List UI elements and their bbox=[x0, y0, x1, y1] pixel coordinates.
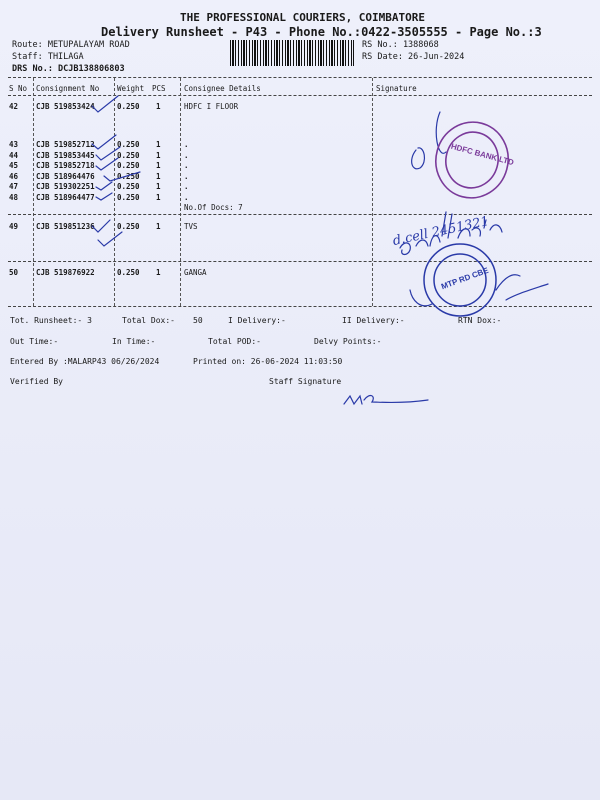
row-sno: 42 bbox=[9, 102, 19, 111]
col-header-sno: S No bbox=[9, 84, 28, 93]
row-consignment: CJB 518964476 bbox=[36, 172, 95, 181]
row-pcs: 1 bbox=[156, 182, 161, 191]
drs-number: DRS No.: DCJB138806803 bbox=[12, 64, 125, 74]
row-weight: 0.250 bbox=[117, 102, 140, 111]
row-weight: 0.250 bbox=[117, 161, 140, 170]
row-consignment: CJB 519852712 bbox=[36, 140, 95, 149]
row-weight: 0.250 bbox=[117, 172, 140, 181]
row-sno: 49 bbox=[9, 222, 19, 231]
verified-by: Verified By bbox=[10, 377, 63, 386]
total-dox-label: Total Dox:- bbox=[122, 316, 175, 325]
staff-label: Staff: THILAGA bbox=[12, 52, 84, 62]
row-pcs: 1 bbox=[156, 193, 161, 202]
row-weight: 0.250 bbox=[117, 182, 140, 191]
row-pcs: 1 bbox=[156, 172, 161, 181]
out-time: Out Time:- bbox=[10, 337, 59, 346]
row-pcs: 1 bbox=[156, 140, 161, 149]
in-time: In Time:- bbox=[112, 337, 156, 346]
row-consignee: . bbox=[184, 182, 189, 191]
staff-signature-label: Staff Signature bbox=[269, 377, 342, 386]
row-consignment: CJB 519853445 bbox=[36, 151, 95, 160]
store-stamp-text: MTP RD CBE bbox=[439, 265, 490, 292]
row-weight: 0.250 bbox=[117, 222, 140, 231]
row-consignee: . bbox=[184, 140, 189, 149]
row-consignment: CJB 519851236 bbox=[36, 222, 95, 231]
entered-by: Entered By :MALARP43 06/26/2024 bbox=[10, 357, 160, 366]
checkmark-icon bbox=[96, 147, 120, 160]
row-consignment: CJB 518964477 bbox=[36, 193, 95, 202]
rs-number: RS No.: 1388068 bbox=[362, 40, 439, 50]
checkmark-icon bbox=[96, 182, 112, 190]
tot-runsheet: Tot. Runsheet:- 3 bbox=[10, 316, 92, 325]
checkmark-icon bbox=[104, 172, 140, 181]
printed-on: Printed on: 26-06-2024 11:03:50 bbox=[193, 357, 343, 366]
row-weight: 0.250 bbox=[117, 193, 140, 202]
row-consignment: CJB 519853424 bbox=[36, 102, 95, 111]
col-header-signature: Signature bbox=[376, 84, 417, 93]
hdfc-stamp-text: HDFC BANK LTD bbox=[449, 141, 515, 168]
signature-scribble bbox=[344, 396, 428, 404]
row-sno: 45 bbox=[9, 161, 19, 170]
row-sno: 47 bbox=[9, 182, 19, 191]
checkmark-icon bbox=[92, 220, 110, 232]
row-consignee: . bbox=[184, 193, 189, 202]
row-sno: 50 bbox=[9, 268, 19, 277]
i-delivery: I Delivery:- bbox=[228, 316, 286, 325]
row-pcs: 1 bbox=[156, 102, 161, 111]
row-consignee: HDFC I FLOOR bbox=[184, 102, 239, 111]
checkmark-icon bbox=[96, 158, 118, 170]
row-pcs: 1 bbox=[156, 161, 161, 170]
row-sno: 48 bbox=[9, 193, 19, 202]
ii-delivery: II Delivery:- bbox=[342, 316, 405, 325]
handwritten-note: d.cell 2451321 bbox=[391, 213, 491, 250]
checkmark-icon bbox=[96, 193, 112, 200]
rs-date: RS Date: 26-Jun-2024 bbox=[362, 52, 465, 62]
row-weight: 0.250 bbox=[117, 151, 140, 160]
row-pcs: 1 bbox=[156, 222, 161, 231]
total-dox-value: 50 bbox=[193, 316, 203, 325]
no-of-docs: No.Of Docs: 7 bbox=[184, 203, 243, 212]
runsheet-title: Delivery Runsheet - P43 - Phone No.:0422-3505555 - Page No.:3 bbox=[101, 25, 542, 39]
row-sno: 46 bbox=[9, 172, 19, 181]
col-header-consignment: Consignment No bbox=[36, 84, 100, 93]
row-pcs: 1 bbox=[156, 151, 161, 160]
row-weight: 0.250 bbox=[117, 268, 140, 277]
row-consignee: . bbox=[184, 151, 189, 160]
checkmark-icon bbox=[92, 135, 116, 149]
row-sno: 44 bbox=[9, 151, 19, 160]
row-consignment: CJB 519302251 bbox=[36, 182, 95, 191]
row-consignee: GANGA bbox=[184, 268, 207, 277]
delvy-points: Delvy Points:- bbox=[314, 337, 382, 346]
total-pod: Total POD:- bbox=[208, 337, 261, 346]
col-header-weight: Weight bbox=[117, 84, 145, 93]
route-label: Route: METUPALAYAM ROAD bbox=[12, 40, 130, 50]
row-pcs: 1 bbox=[156, 268, 161, 277]
checkmark-icon bbox=[98, 232, 122, 246]
company-title: THE PROFESSIONAL COURIERS, COIMBATORE bbox=[180, 11, 426, 24]
row-weight: 0.250 bbox=[117, 140, 140, 149]
checkmark-icon bbox=[92, 96, 118, 112]
row-consignee: . bbox=[184, 172, 189, 181]
col-header-pcs: PCS bbox=[152, 84, 166, 93]
col-header-consignee: Consignee Details bbox=[184, 84, 261, 93]
rtn-dox: RTN Dox:- bbox=[458, 316, 502, 325]
signature-scribble bbox=[496, 275, 548, 300]
row-consignee: TVS bbox=[184, 222, 198, 231]
row-consignee: . bbox=[184, 161, 189, 170]
signature-scribble bbox=[412, 148, 425, 169]
row-sno: 43 bbox=[9, 140, 19, 149]
row-consignment: CJB 519852718 bbox=[36, 161, 95, 170]
row-consignment: CJB 519876922 bbox=[36, 268, 95, 277]
